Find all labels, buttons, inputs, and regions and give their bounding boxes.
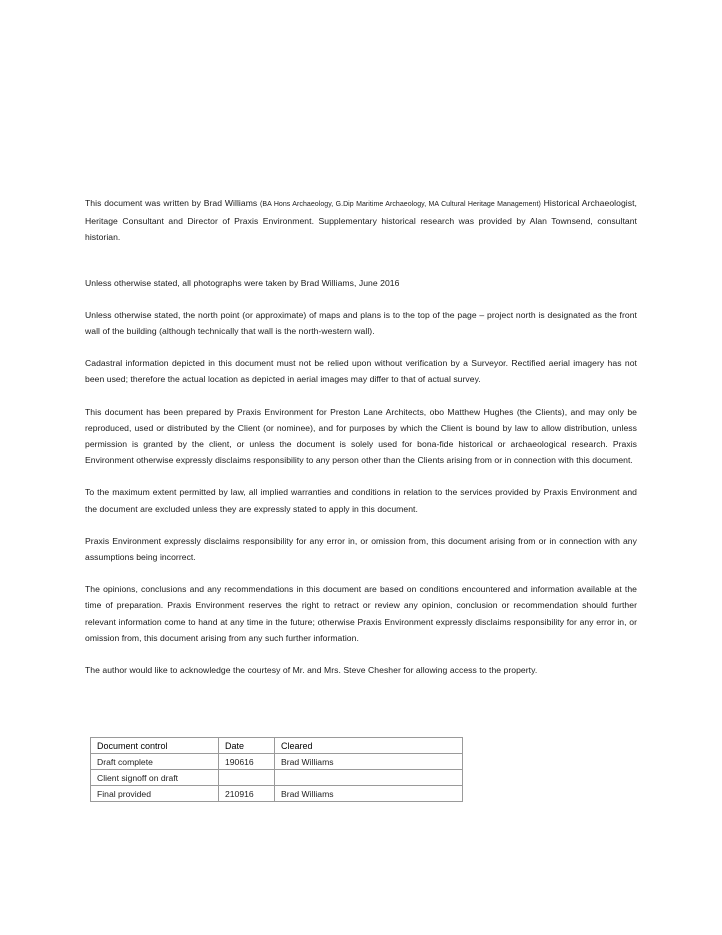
document-body [85,195,637,678]
cell-cleared: Brad Williams [275,754,463,770]
cell-stage: Draft complete [91,754,219,770]
header-cleared: Cleared [275,738,463,754]
document-control-table [90,737,463,802]
cell-cleared: Brad Williams [275,786,463,802]
table-row [91,770,463,786]
cell-stage: Client signoff on draft [91,770,219,786]
north-point-paragraph: Unless otherwise stated, the north point (or approximate) of maps and plans is to the top of the page – project north is designated as the front wall of the building (although technically that wall is the north-western wall). [85,309,637,337]
cell-date: 190616 [219,754,275,770]
table-row [91,786,463,802]
cell-cleared [275,770,463,786]
cell-date [219,770,275,786]
disclaimer-paragraph: Praxis Environment expressly disclaims responsibility for any error in, or omission from, this document arising from or in connection with any assumptions being incorrect. [85,535,637,563]
photos-paragraph: Unless otherwise stated, all photographs were taken by Brad Williams, June 2016 [85,277,400,288]
warranties-paragraph: To the maximum extent permitted by law, all implied warranties and conditions in relation to the services provided by Praxis Environment and the document are excluded unless they are expressly stated to apply in this document. [85,487,637,514]
prepared-for-paragraph: This document has been prepared by Praxis Environment for Preston Lane Architects, obo Matthew Hughes (the Clients), and may only be reproduced, used or distributed by the Client (or nominee), and for purposes by which the Client is bound by law to allow distribution, unless permission is granted by the client, or unless the document is solely used for bona-fide historical or archaeological research. Praxis Environment otherwise expressly disclaims responsibility to any person other than the Clients arising from or in connection with this document. [85,406,637,466]
cadastral-paragraph: Cadastral information depicted in this document must not be relied upon without verification by a Surveyor. Rectified aerial imagery has not been used; therefore the actual location as depicted in aerial images may differ to that of actual survey. [85,358,637,385]
header-date: Date [219,738,275,754]
table-row [91,754,463,770]
authorship-paragraph [85,195,637,246]
authorship-intro: This document was written by Brad Williams [85,198,258,208]
authorship-roles: Historical Archaeologist, Heritage Consultant and Director of Praxis Environment. Supplementary historical research was provided by Alan Townsend, consultant historian. [85,198,637,243]
authorship-credentials: (BA Hons Archaeology, G.Dip Maritime Archaeology, MA Cultural Heritage Management) [260,201,541,208]
table-header-row [91,738,463,754]
cell-stage: Final provided [91,786,219,802]
header-document-control: Document control [91,738,219,754]
acknowledgement-paragraph: The author would like to acknowledge the courtesy of Mr. and Mrs. Steve Chesher for allowing access to the property. [85,665,538,676]
opinions-paragraph: The opinions, conclusions and any recommendations in this document are based on conditions encountered and information available at the time of preparation. Praxis Environment reserves the right to retract or review any opinion, conclusion or recommendation should further relevant information come to hand at any time in the future; otherwise Praxis Environment expressly disclaims responsibility for any error in, or omission from, this document arising from any such further information. [85,584,637,643]
cell-date: 210916 [219,786,275,802]
